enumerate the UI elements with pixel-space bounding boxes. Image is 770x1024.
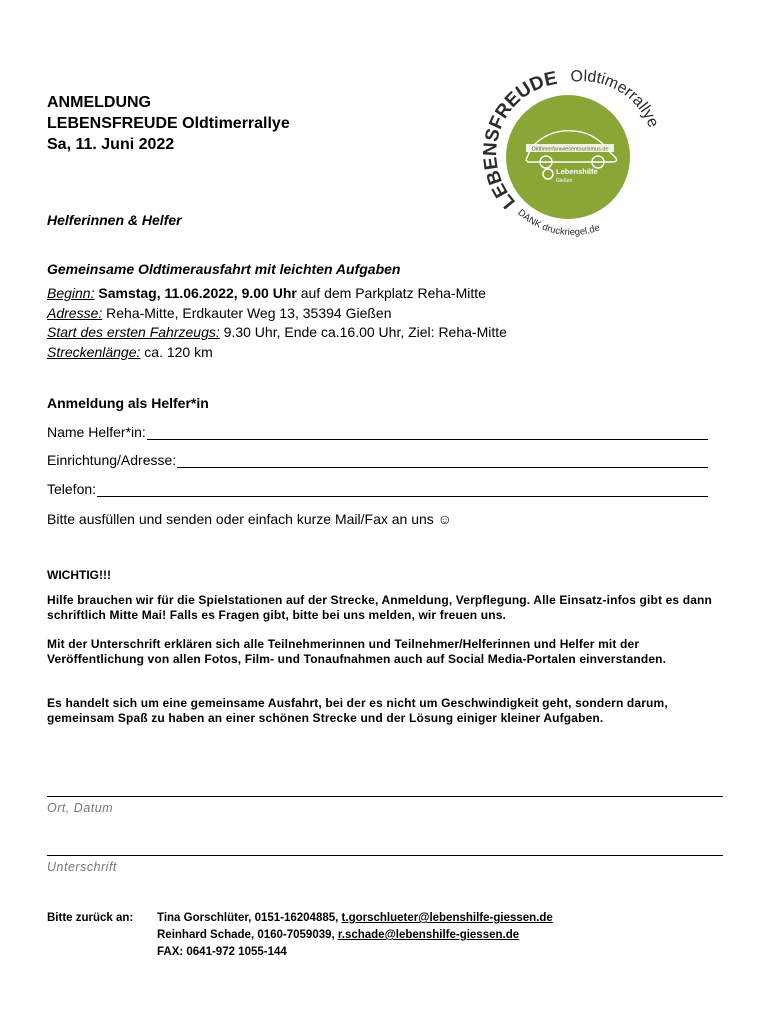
important-paragraph-3: Es handelt sich um eine gemeinsame Ausfahrt, bei der es nicht um Geschwindigkeit geht, sondern darum, gemeinsam Spaß zu haben an einer schönen Strecke und der Lösung einiger kleiner Aufgaben. [47, 696, 668, 725]
logo-arc-right: Oldtimerrallye [569, 67, 661, 130]
contact-label: Bitte zurück an: [47, 912, 134, 924]
contact-row-2 [47, 927, 553, 944]
begin-rest: auf dem Parkplatz Reha-Mitte [296, 285, 486, 301]
place-date-label: Ort, Datum [47, 801, 114, 815]
phone-field[interactable] [47, 481, 708, 497]
important-heading: WICHTIG!!! [47, 568, 111, 582]
title-line-2: LEBENSFREUDE Oldtimerrallye [47, 115, 290, 132]
phone-label: Telefon: [47, 481, 97, 497]
phone-input-line[interactable] [97, 484, 708, 497]
address-value: Reha-Mitte, Erdkauter Weg 13, 35394 Gießen [102, 304, 392, 321]
address-input-line[interactable] [177, 455, 708, 468]
contact-2-email-link[interactable]: r.schade@lebenshilfe-giessen.de [337, 929, 520, 941]
important-paragraph-1: Hilfe brauchen wir für die Spielstationen auf der Strecke, Anmeldung, Verpflegung. Alle Einsatz-infos gibt es dann schriftlich Mitte Mai! Falls es Fragen gibt, bitte bei uns melden, wir freuen uns. [47, 593, 712, 622]
name-label: Name Helfer*in: [47, 424, 146, 440]
name-input-line[interactable] [147, 427, 708, 440]
signature-label: Unterschrift [47, 860, 117, 874]
signature-line[interactable] [47, 855, 723, 856]
start-value: 9.30 Uhr, Ende ca.16.00 Uhr, Ziel: Reha-Mitte [219, 324, 507, 340]
registration-heading: Anmeldung als Helfer*in [47, 395, 209, 411]
event-info [47, 284, 507, 362]
contact-1-text: Tina Gorschlüter, 0151-16204885, [157, 912, 342, 924]
helper-heading: Helferinnen & Helfer [47, 212, 182, 228]
address-label: Adresse: [47, 304, 103, 321]
event-logo [476, 62, 661, 247]
title-line-1: ANMELDUNG [47, 94, 151, 111]
address-row [47, 304, 507, 324]
contact-block [47, 910, 553, 961]
logo-org-sub: Gießen [556, 178, 573, 184]
event-heading: Gemeinsame Oldtimerausfahrt mit leichten Aufgaben [47, 261, 401, 277]
contact-2-text: Reinhard Schade, 0160-7059039, [157, 929, 338, 941]
fill-note: Bitte ausfüllen und senden oder einfach kurze Mail/Fax an uns ☺ [47, 511, 452, 527]
begin-label: Beginn: [47, 285, 95, 301]
important-paragraph-2: Mit der Unterschrift erklären sich alle Teilnehmerinnen und Teilnehmer/Helferinnen und Helfer mit der Veröffentlichung von allen Fotos, Film- und Tonaufnahmen auch auf Social Media-Portalen einverstanden. [47, 637, 667, 666]
logo-thanks: DANK druckriegel.de [515, 207, 602, 239]
contact-row-1 [47, 910, 553, 927]
address-field[interactable] [47, 452, 708, 468]
place-date-line[interactable] [47, 796, 723, 797]
name-field[interactable] [47, 424, 708, 440]
start-label: Start des ersten Fahrzeugs: [47, 324, 220, 340]
contact-1-email-link[interactable]: t.gorschlueter@lebenshilfe-giessen.de [341, 912, 553, 924]
title-line-3: Sa, 11. Juni 2022 [47, 136, 175, 153]
page-title [47, 92, 290, 155]
contact-fax: FAX: 0641-972 1055-144 [157, 946, 287, 958]
logo-circle [506, 95, 630, 219]
logo-org: Lebenshilfe [556, 167, 598, 176]
start-row [47, 323, 507, 343]
distance-row [47, 343, 507, 363]
logo-banner: Oldtimerfanwiesentourismus.de [531, 146, 609, 153]
facility-address-label: Einrichtung/Adresse: [47, 452, 177, 468]
distance-label: Streckenlänge: [47, 343, 141, 360]
begin-bold: Samstag, 11.06.2022, 9.00 Uhr [98, 285, 297, 301]
distance-value: ca. 120 km [140, 343, 213, 360]
begin-row [47, 284, 507, 304]
logo-arc-left: LEBENSFREUDE [480, 67, 560, 213]
logo-graphic [476, 62, 661, 247]
